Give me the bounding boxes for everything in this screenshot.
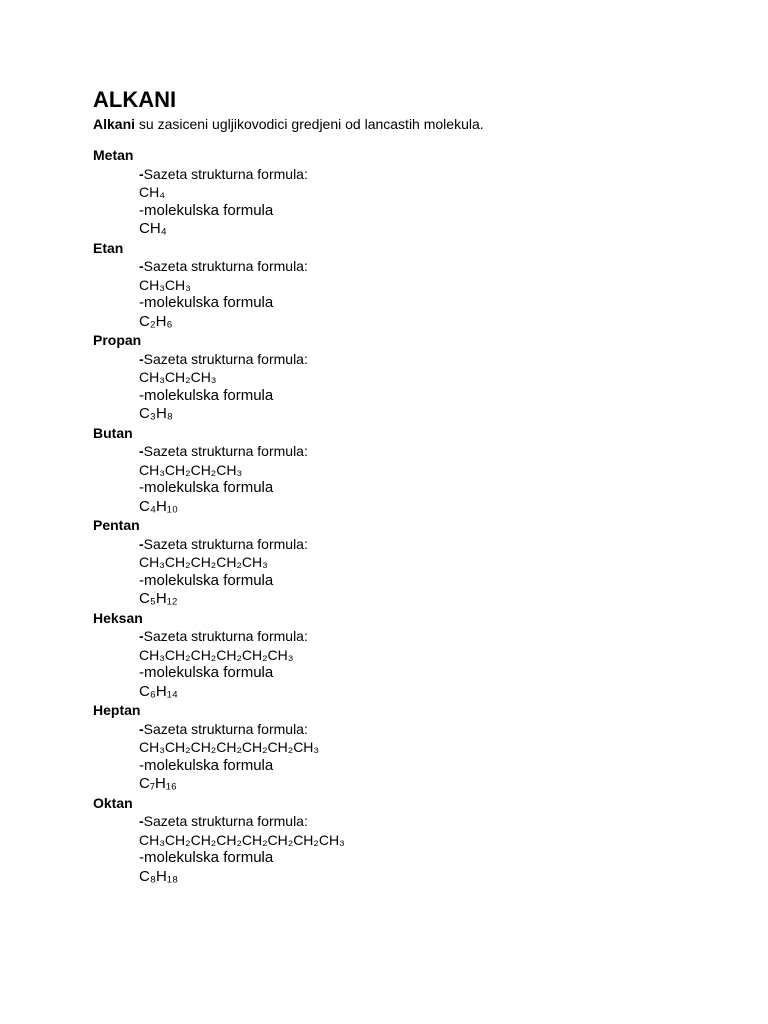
- alkane-entry: [93, 331, 713, 424]
- intro-text: su zasiceni ugljikovodici gredjeni od lancastih molekula.: [135, 116, 484, 132]
- condensed-label: [139, 442, 713, 461]
- alkane-entry: [93, 794, 713, 887]
- condensed-dash: -: [139, 720, 144, 737]
- alkane-name: Etan: [93, 239, 124, 256]
- alkane-entry: [93, 239, 713, 332]
- condensed-label-text: Sazeta strukturna formula:: [143, 813, 308, 829]
- alkane-name: Metan: [93, 147, 134, 163]
- alkane-name: Oktan: [93, 794, 133, 811]
- page-title: ALKANI: [93, 87, 177, 112]
- molecular-formula: C₂H₆: [139, 312, 173, 330]
- alkane-name: Butan: [93, 424, 133, 441]
- alkane-entry: [93, 424, 713, 517]
- alkane-name: Propan: [93, 332, 142, 348]
- alkane-name: Heksan: [93, 609, 143, 626]
- intro-paragraph: [93, 114, 713, 134]
- condensed-dash: -: [139, 813, 144, 829]
- condensed-label-text: Sazeta strukturna formula:: [143, 720, 308, 737]
- condensed-label-text: Sazeta strukturna formula:: [143, 350, 308, 367]
- condensed-label: [139, 350, 713, 369]
- condensed-label-text: Sazeta strukturna formula:: [143, 628, 308, 644]
- condensed-formula: CH₃CH₂CH₃: [139, 369, 217, 385]
- condensed-formula: CH₃CH₂CH₂CH₂CH₂CH₃: [139, 646, 294, 663]
- molecular-label: -molekulska formula: [139, 571, 274, 589]
- molecular-formula: C₃H₈: [139, 405, 173, 422]
- condensed-dash: -: [139, 535, 144, 552]
- condensed-label-text: Sazeta strukturna formula:: [143, 443, 308, 459]
- condensed-dash: -: [139, 443, 144, 459]
- condensed-formula: CH₄: [139, 184, 165, 200]
- molecular-formula: C₈H₁₈: [139, 867, 179, 885]
- molecular-label: -molekulska formula: [139, 664, 274, 681]
- condensed-formula: CH₃CH₂CH₂CH₂CH₂CH₂CH₃: [139, 739, 320, 755]
- alkane-entry: [93, 516, 713, 609]
- condensed-label: [139, 627, 713, 646]
- molecular-formula: CH₄: [139, 220, 167, 237]
- intro-term: Alkani: [93, 116, 136, 132]
- molecular-label: -molekulska formula: [139, 756, 274, 774]
- condensed-label-text: Sazeta strukturna formula:: [143, 535, 308, 552]
- molecular-formula: C₆H₁₄: [139, 682, 178, 700]
- condensed-label: [139, 535, 713, 554]
- molecular-label: -molekulska formula: [139, 386, 274, 404]
- condensed-formula: CH₃CH₃: [139, 276, 191, 293]
- alkane-entry: [93, 146, 713, 239]
- molecular-label: -molekulska formula: [139, 294, 274, 311]
- molecular-formula: C₄H₁₀: [139, 497, 179, 515]
- condensed-label: [139, 720, 713, 739]
- condensed-label: [139, 165, 713, 184]
- alkane-name: Pentan: [93, 517, 140, 533]
- condensed-dash: -: [139, 165, 144, 182]
- condensed-formula: CH₃CH₂CH₂CH₂CH₃: [139, 554, 268, 570]
- condensed-dash: -: [139, 628, 144, 644]
- molecular-formula: C₅H₁₂: [139, 590, 178, 607]
- alkane-entry: [93, 701, 713, 794]
- alkane-list: [93, 146, 713, 886]
- alkane-name: Heptan: [93, 702, 141, 718]
- document-page: [93, 86, 713, 886]
- condensed-dash: -: [139, 258, 144, 274]
- molecular-formula: C₇H₁₆: [139, 775, 177, 792]
- condensed-label: [139, 257, 713, 276]
- condensed-formula: CH₃CH₂CH₂CH₃: [139, 461, 243, 478]
- condensed-label-text: Sazeta strukturna formula:: [143, 258, 308, 274]
- condensed-formula: CH₃CH₂CH₂CH₂CH₂CH₂CH₂CH₃: [139, 831, 345, 848]
- condensed-label-text: Sazeta strukturna formula:: [143, 165, 308, 182]
- molecular-label: -molekulska formula: [139, 849, 274, 866]
- condensed-dash: -: [139, 350, 144, 367]
- condensed-label: [139, 812, 713, 831]
- molecular-label: -molekulska formula: [139, 479, 274, 496]
- alkane-entry: [93, 609, 713, 702]
- molecular-label: -molekulska formula: [139, 201, 274, 219]
